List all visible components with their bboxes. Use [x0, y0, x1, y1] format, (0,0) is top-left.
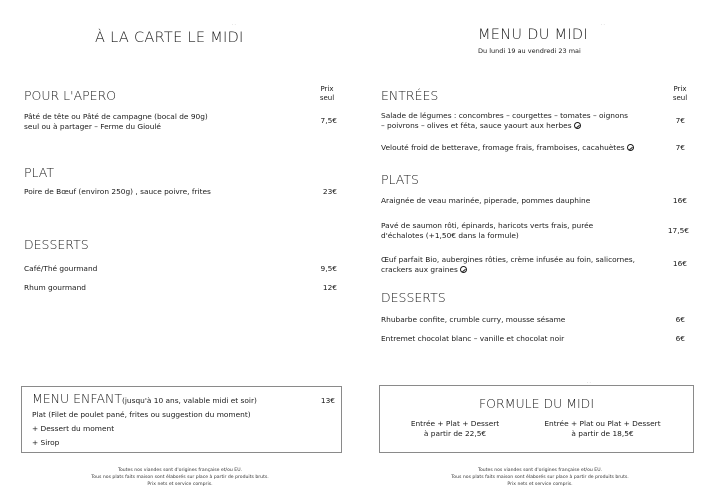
right-dessert-item-name: Rhubarbe confite, crumble curry, mousse sésame	[381, 315, 566, 324]
vegetarian-leaf-icon	[460, 266, 467, 273]
vegetarian-leaf-icon	[574, 122, 581, 129]
entree-item	[381, 111, 628, 130]
entree-item-line-text: Velouté froid de betterave, fromage frais, framboises, cacahuètes	[381, 143, 625, 152]
right-dessert-item-name: Entremet chocolat blanc – vanille et chocolat noir	[381, 334, 565, 343]
menu-enfant-header	[32, 388, 257, 407]
plat-item-price: 17,5€	[667, 226, 689, 235]
left-desserts-section-title: DESSERTS	[24, 237, 89, 252]
right-dessert-item-price: 6€	[675, 315, 685, 324]
left-dessert-item-name: Café/Thé gourmand	[24, 264, 98, 273]
entree-item-line	[381, 121, 628, 131]
right-price-header	[667, 85, 693, 103]
footer-line: Toutes nos viandes sont d'origines française et/ou EU.	[117, 468, 243, 473]
plat-item-line: Pavé de saumon rôti, épinards, haricots verts frais, purée	[381, 221, 594, 230]
menu-enfant-title: MENU ENFANT	[32, 391, 122, 406]
plat-item-price: 16€	[672, 259, 687, 268]
menu-enfant-line: + Sirop	[32, 438, 60, 447]
apero-item-price: 7,5€	[320, 116, 337, 125]
decorative-dots: · ·	[601, 22, 605, 27]
entrees-section-title: ENTRÉES	[381, 88, 439, 103]
plat-item-line: Araignée de veau marinée, piperade, pommes dauphine	[381, 196, 591, 205]
plat-item-line-text: crackers aux graines	[381, 264, 458, 274]
plat-item-line: d'échalotes (+1,50€ dans la formule)	[381, 230, 519, 240]
right-dessert-item-price: 6€	[675, 334, 685, 343]
entree-item-price: 7€	[675, 143, 685, 152]
vegetarian-leaf-icon	[627, 144, 634, 151]
entree-item-line: Salade de légumes : concombres – courgettes – tomates – oignons	[381, 111, 628, 120]
plat-item-name: Poire de Bœuf (environ 250g) , sauce poivre, frites	[24, 187, 211, 196]
plat-item	[381, 255, 635, 274]
formule-option	[530, 419, 675, 438]
price-header-line-2: seul	[672, 94, 688, 102]
menu-enfant-note: (jusqu'à 10 ans, valable midi et soir)	[121, 396, 257, 405]
formule-option-line-2: à partir de 22,5€	[423, 428, 487, 438]
left-dessert-item-name: Rhum gourmand	[24, 283, 86, 292]
left-dessert-item-price: 9,5€	[320, 264, 337, 273]
entree-item-price: 7€	[675, 116, 685, 125]
footer-line: Prix nets et service compris.	[507, 482, 573, 487]
menu-enfant-content	[32, 408, 251, 450]
right-desserts-section-title: DESSERTS	[381, 290, 446, 305]
left-footer	[60, 467, 300, 488]
footer-line: Tous nos plats faits maison sont élaborés sur place à partir de produits bruts.	[91, 475, 269, 480]
left-price-header	[314, 85, 340, 103]
plat-item	[381, 196, 590, 206]
left-dessert-item-price: 12€	[322, 283, 337, 292]
apero-item-line-1: Pâté de tête ou Pâté de campagne (bocal de 90g)	[24, 112, 208, 121]
formule-option	[395, 419, 515, 438]
apero-section-title: POUR L'APERO	[24, 88, 117, 103]
menu-enfant-line: + Dessert du moment	[32, 424, 115, 433]
footer-line: Toutes nos viandes sont d'origines française et/ou EU.	[477, 468, 603, 473]
plat-section-title: PLAT	[24, 165, 55, 180]
apero-item-line-2: seul ou à partager – Ferme du Gioulé	[24, 121, 161, 131]
formule-option-line-1: Entrée + Plat ou Plat + Dessert	[544, 419, 661, 428]
left-page-title: À LA CARTE LE MIDI	[95, 30, 244, 46]
plats-section-title: PLATS	[381, 172, 419, 187]
footer-line: Tous nos plats faits maison sont élaborés sur place à partir de produits bruts.	[451, 475, 629, 480]
menu-enfant-price: 13€	[320, 396, 335, 405]
price-header-line-1: Prix	[673, 85, 687, 93]
entree-item	[381, 143, 634, 153]
decorative-dots: · ·	[587, 380, 591, 385]
decorative-dots: · ·	[232, 22, 236, 27]
plat-item-price: 16€	[672, 196, 687, 205]
formule-option-line-2: à partir de 18,5€	[571, 428, 634, 438]
price-header-line-2: seul	[319, 94, 335, 102]
formule-title: FORMULE DU MIDI	[478, 396, 594, 411]
right-page-title: MENU DU MIDI	[478, 27, 588, 43]
plat-item-line	[381, 265, 635, 275]
plat-item	[381, 221, 593, 240]
price-header-line-1: Prix	[320, 85, 334, 93]
plat-item-line: Œuf parfait Bio, aubergines rôties, crème infusée au foin, salicornes,	[381, 255, 635, 264]
plat-item-price: 23€	[322, 187, 337, 196]
entree-item-line-text: – poivrons – olives et féta, sauce yaourt aux herbes	[381, 120, 572, 130]
formule-option-line-1: Entrée + Plat + Dessert	[410, 419, 500, 428]
apero-item	[24, 112, 208, 131]
right-page-subtitle: Du lundi 19 au vendredi 23 mai	[478, 47, 581, 55]
right-footer	[420, 467, 660, 488]
menu-enfant-line: Plat (Filet de poulet pané, frites ou suggestion du moment)	[32, 410, 251, 419]
footer-line: Prix nets et service compris.	[147, 482, 213, 487]
